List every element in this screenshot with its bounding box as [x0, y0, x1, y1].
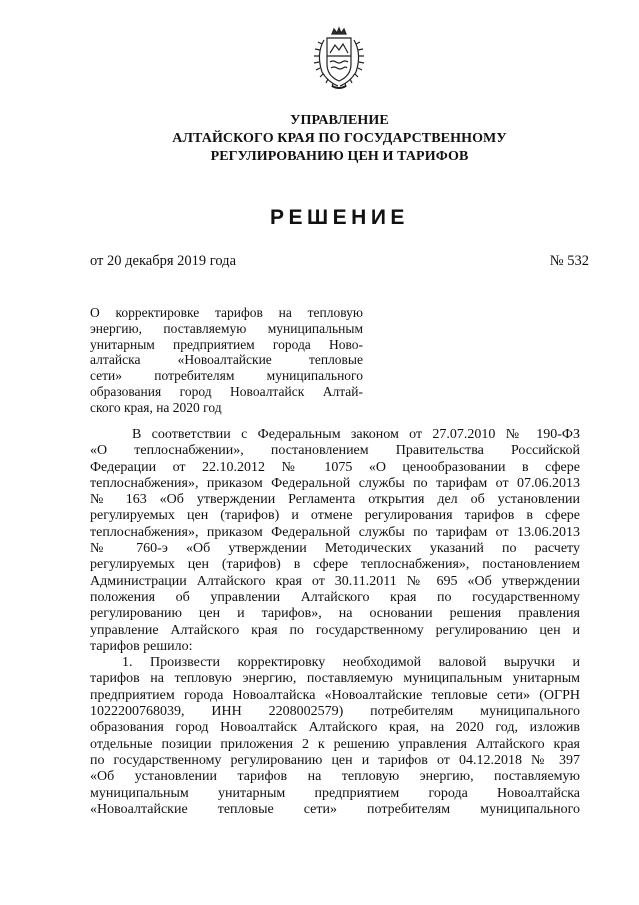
body-line: управление Алтайского края по государственному регулированию цен и	[90, 622, 580, 638]
document-title: РЕШЕНИЕ	[270, 206, 409, 229]
body-line: теплоснабжения», приказом Федеральной службы по тарифам от 07.06.2013	[90, 475, 580, 491]
subject-line: унитарным предприятием города Ново-	[90, 336, 363, 352]
body-line: № 163 «Об утверждении Регламента открытия дел об установлении	[90, 492, 580, 508]
decision-date: от 20 декабря 2019 года	[90, 253, 236, 269]
body-line: «Об установлении тарифов на тепловую энергию, поставляемую	[90, 769, 580, 785]
subject-line: сети» потребителям муниципального	[90, 368, 363, 384]
body-line: Администрации Алтайского края от 30.11.2011 № 695 «Об утверждении	[90, 573, 580, 589]
header-line-1: УПРАВЛЕНИЕ	[290, 113, 389, 128]
body-line: регулируемых цен (тарифов) в сфере теплоснабжения», постановлением	[90, 557, 580, 573]
body-line: положения об управлении Алтайского края по государственному	[90, 589, 580, 605]
body-line: муниципальным унитарным предприятием города Новоалтайска	[90, 785, 580, 801]
decision-subject	[90, 305, 363, 416]
header-line-3: РЕГУЛИРОВАНИЮ ЦЕН И ТАРИФОВ	[210, 149, 469, 164]
subject-line: ского края, на 2020 год	[90, 399, 222, 415]
body-line: 1. Произвести корректировку необходимой валовой выручки и	[122, 655, 580, 671]
decision-number: № 532	[549, 253, 589, 269]
body-line: тарифов на тепловую энергию, поставляемую муниципальным унитарным	[90, 671, 580, 687]
subject-line: О корректировке тарифов на тепловую	[90, 305, 363, 320]
body-line: «О теплоснабжении», постановлением Правительства Российской	[90, 443, 580, 459]
body-line: по государственному регулированию цен и тарифов от 04.12.2018 № 397	[90, 752, 580, 768]
body-line: теплоснабжения», приказом Федеральной службы по тарифам от 13.06.2013	[90, 524, 580, 540]
subject-line: образования город Новоалтайск Алтай-	[90, 383, 363, 399]
body-line: 1022200768039, ИНН 2208002579) потребителям муниципального	[90, 704, 580, 720]
body-line: предприятием города Новоалтайска «Новоалтайские тепловые сети» (ОГРН	[90, 687, 580, 703]
coat-of-arms-icon	[308, 26, 370, 92]
subject-line: энергию, поставляемую муниципальным	[90, 320, 363, 336]
body-line: регулируемых цен (тарифов) и отмене регулирования тарифов в сфере	[90, 508, 580, 524]
subject-line: алтайска «Новоалтайские тепловые	[90, 352, 363, 368]
body-line: В соответствии с Федеральным законом от 27.07.2010 № 190-ФЗ	[132, 427, 580, 442]
body-line: «Новоалтайские тепловые сети» потребителям муниципального	[90, 801, 580, 817]
body-line: № 760-э «Об утверждении Методических указаний по расчету	[90, 541, 580, 557]
body-line: регулированию цен и тарифов», на основании решения правления	[90, 606, 580, 622]
body-line: тарифов решило:	[90, 638, 193, 654]
body-line: отдельные позиции приложения 2 к решению управления Алтайского края	[90, 736, 580, 752]
decision-body	[90, 427, 580, 818]
body-line: образования город Новоалтайск Алтайского края, на 2020 год, изложив	[90, 720, 580, 736]
header-line-2: АЛТАЙСКОГО КРАЯ ПО ГОСУДАРСТВЕННОМУ	[172, 131, 507, 146]
body-line: Федерации от 22.10.2012 № 1075 «О ценообразовании в сфере	[90, 459, 580, 475]
